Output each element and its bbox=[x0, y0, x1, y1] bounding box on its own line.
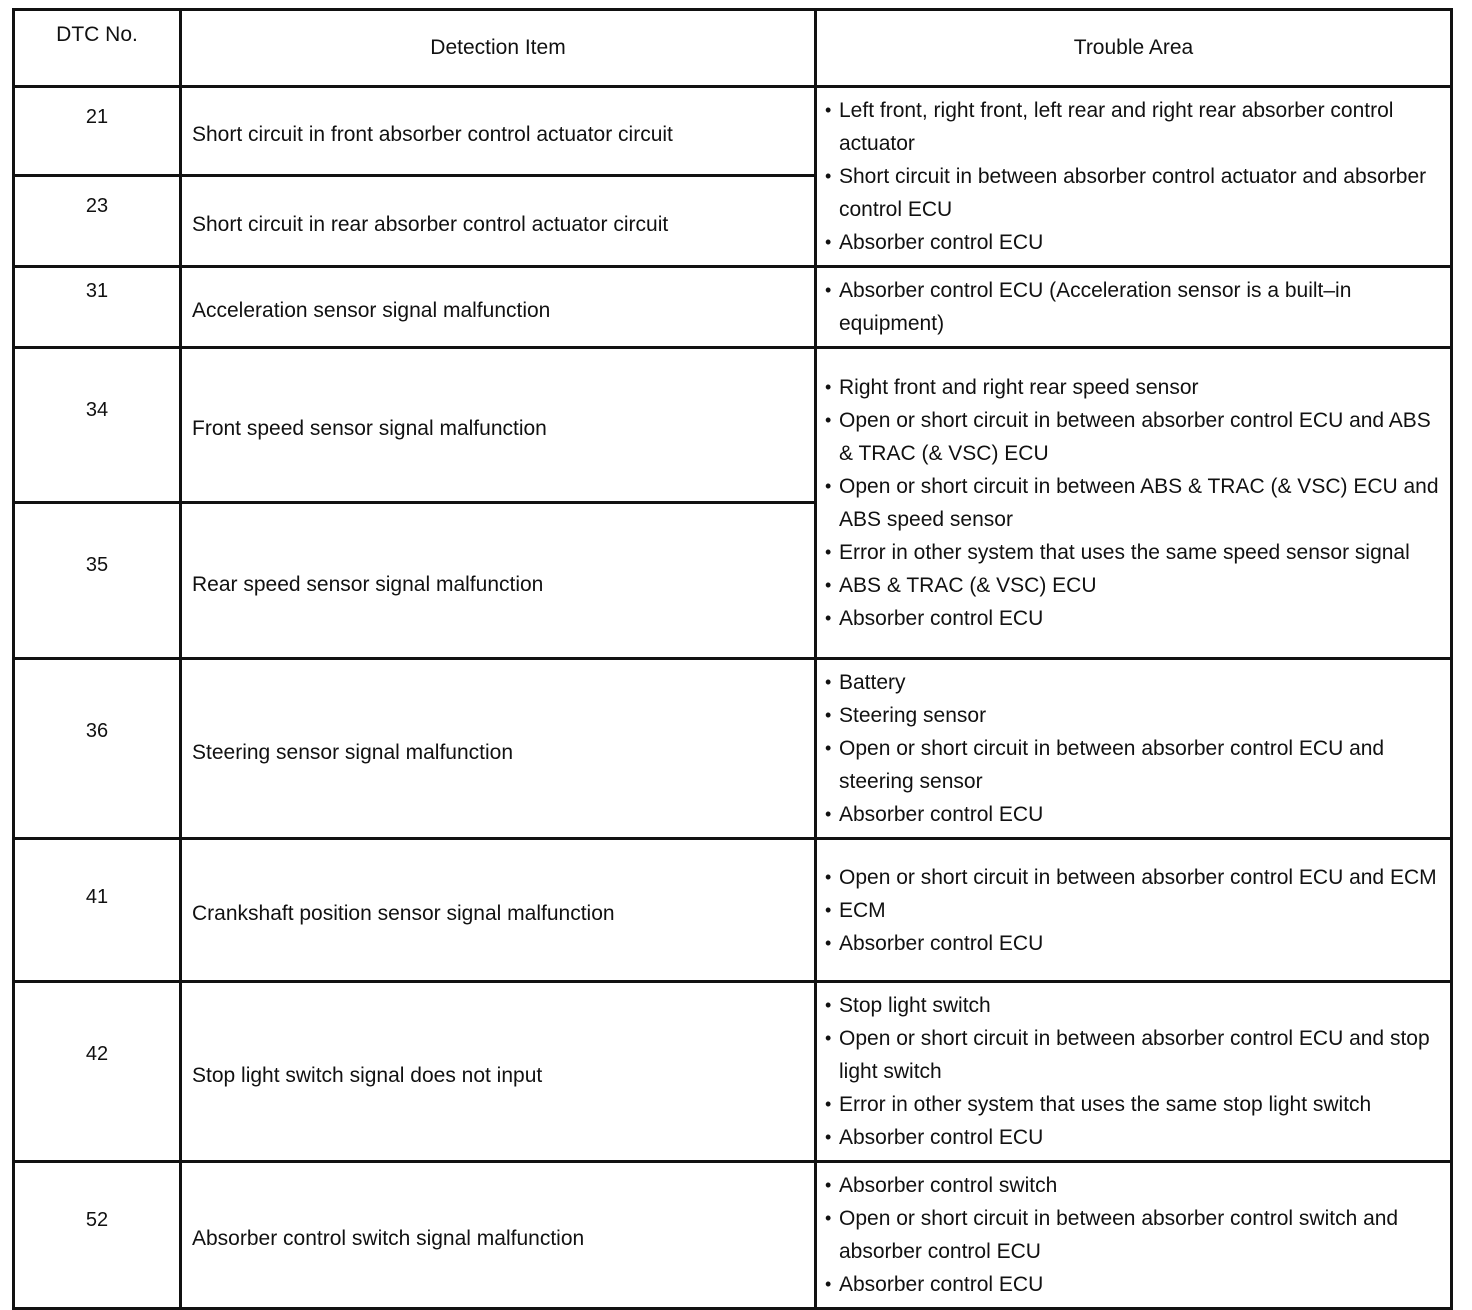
table-row bbox=[14, 839, 1452, 982]
detection-item: Front speed sensor signal malfunction bbox=[181, 348, 816, 503]
dtc-code: 34 bbox=[14, 348, 181, 503]
table-row bbox=[14, 1162, 1452, 1309]
trouble-area-item: • Open or short circuit in between absorber control ECU and ABS & TRAC (& VSC) ECU bbox=[825, 404, 1442, 470]
trouble-area-item: • Absorber control ECU (Acceleration sensor is a built–in equipment) bbox=[825, 274, 1442, 340]
trouble-area bbox=[816, 982, 1452, 1162]
trouble-area-item: • Open or short circuit in between ABS & TRAC (& VSC) ECU and ABS speed sensor bbox=[825, 470, 1442, 536]
table-row bbox=[14, 348, 1452, 503]
trouble-area-item: • Absorber control ECU bbox=[825, 1121, 1442, 1154]
trouble-area-item: • Open or short circuit in between absorber control ECU and steering sensor bbox=[825, 732, 1442, 798]
header-trouble-area: Trouble Area bbox=[816, 10, 1452, 87]
detection-item: Acceleration sensor signal malfunction bbox=[181, 267, 816, 348]
trouble-area-item: • Absorber control ECU bbox=[825, 602, 1442, 635]
trouble-area-item: • Short circuit in between absorber control actuator and absorber control ECU bbox=[825, 160, 1442, 226]
trouble-area-item: • Stop light switch bbox=[825, 989, 1442, 1022]
trouble-area bbox=[816, 348, 1452, 659]
detection-item: Short circuit in front absorber control actuator circuit bbox=[181, 87, 816, 176]
trouble-area-item: • Error in other system that uses the same stop light switch bbox=[825, 1088, 1442, 1121]
dtc-code: 42 bbox=[14, 982, 181, 1162]
table-row bbox=[14, 87, 1452, 176]
dtc-table bbox=[12, 8, 1453, 1310]
header-detection-item: Detection Item bbox=[181, 10, 816, 87]
trouble-area-item: • Absorber control ECU bbox=[825, 798, 1442, 831]
detection-item: Stop light switch signal does not input bbox=[181, 982, 816, 1162]
header-dtc: DTC No. bbox=[14, 10, 181, 87]
trouble-area-item: • Open or short circuit in between absorber control ECU and ECM bbox=[825, 861, 1442, 894]
dtc-code: 41 bbox=[14, 839, 181, 982]
trouble-area-item: • ECM bbox=[825, 894, 1442, 927]
trouble-area-item: • Right front and right rear speed sensor bbox=[825, 371, 1442, 404]
trouble-area-item: • Absorber control switch bbox=[825, 1169, 1442, 1202]
trouble-area bbox=[816, 659, 1452, 839]
detection-item: Rear speed sensor signal malfunction bbox=[181, 503, 816, 659]
dtc-code: 35 bbox=[14, 503, 181, 659]
trouble-area bbox=[816, 267, 1452, 348]
trouble-area-item: • Absorber control ECU bbox=[825, 1268, 1442, 1301]
dtc-code: 21 bbox=[14, 87, 181, 176]
dtc-code: 52 bbox=[14, 1162, 181, 1309]
trouble-area bbox=[816, 839, 1452, 982]
trouble-area-item: • Open or short circuit in between absorber control ECU and stop light switch bbox=[825, 1022, 1442, 1088]
table-row bbox=[14, 267, 1452, 348]
trouble-area-item: • ABS & TRAC (& VSC) ECU bbox=[825, 569, 1442, 602]
table-row bbox=[14, 982, 1452, 1162]
dtc-code: 36 bbox=[14, 659, 181, 839]
detection-item: Absorber control switch signal malfunction bbox=[181, 1162, 816, 1309]
detection-item: Short circuit in rear absorber control actuator circuit bbox=[181, 176, 816, 267]
trouble-area bbox=[816, 1162, 1452, 1309]
trouble-area bbox=[816, 87, 1452, 267]
trouble-area-item: • Absorber control ECU bbox=[825, 927, 1442, 960]
dtc-code: 31 bbox=[14, 267, 181, 348]
table-row bbox=[14, 659, 1452, 839]
trouble-area-item: • Steering sensor bbox=[825, 699, 1442, 732]
trouble-area-item: • Absorber control ECU bbox=[825, 226, 1442, 259]
trouble-area-item: • Battery bbox=[825, 666, 1442, 699]
trouble-area-item: • Open or short circuit in between absorber control switch and absorber control ECU bbox=[825, 1202, 1442, 1268]
detection-item: Steering sensor signal malfunction bbox=[181, 659, 816, 839]
header-row bbox=[14, 10, 1452, 87]
trouble-area-item: • Left front, right front, left rear and right rear absorber control actuator bbox=[825, 94, 1442, 160]
trouble-area-item: • Error in other system that uses the same speed sensor signal bbox=[825, 536, 1442, 569]
dtc-code: 23 bbox=[14, 176, 181, 267]
detection-item: Crankshaft position sensor signal malfunction bbox=[181, 839, 816, 982]
